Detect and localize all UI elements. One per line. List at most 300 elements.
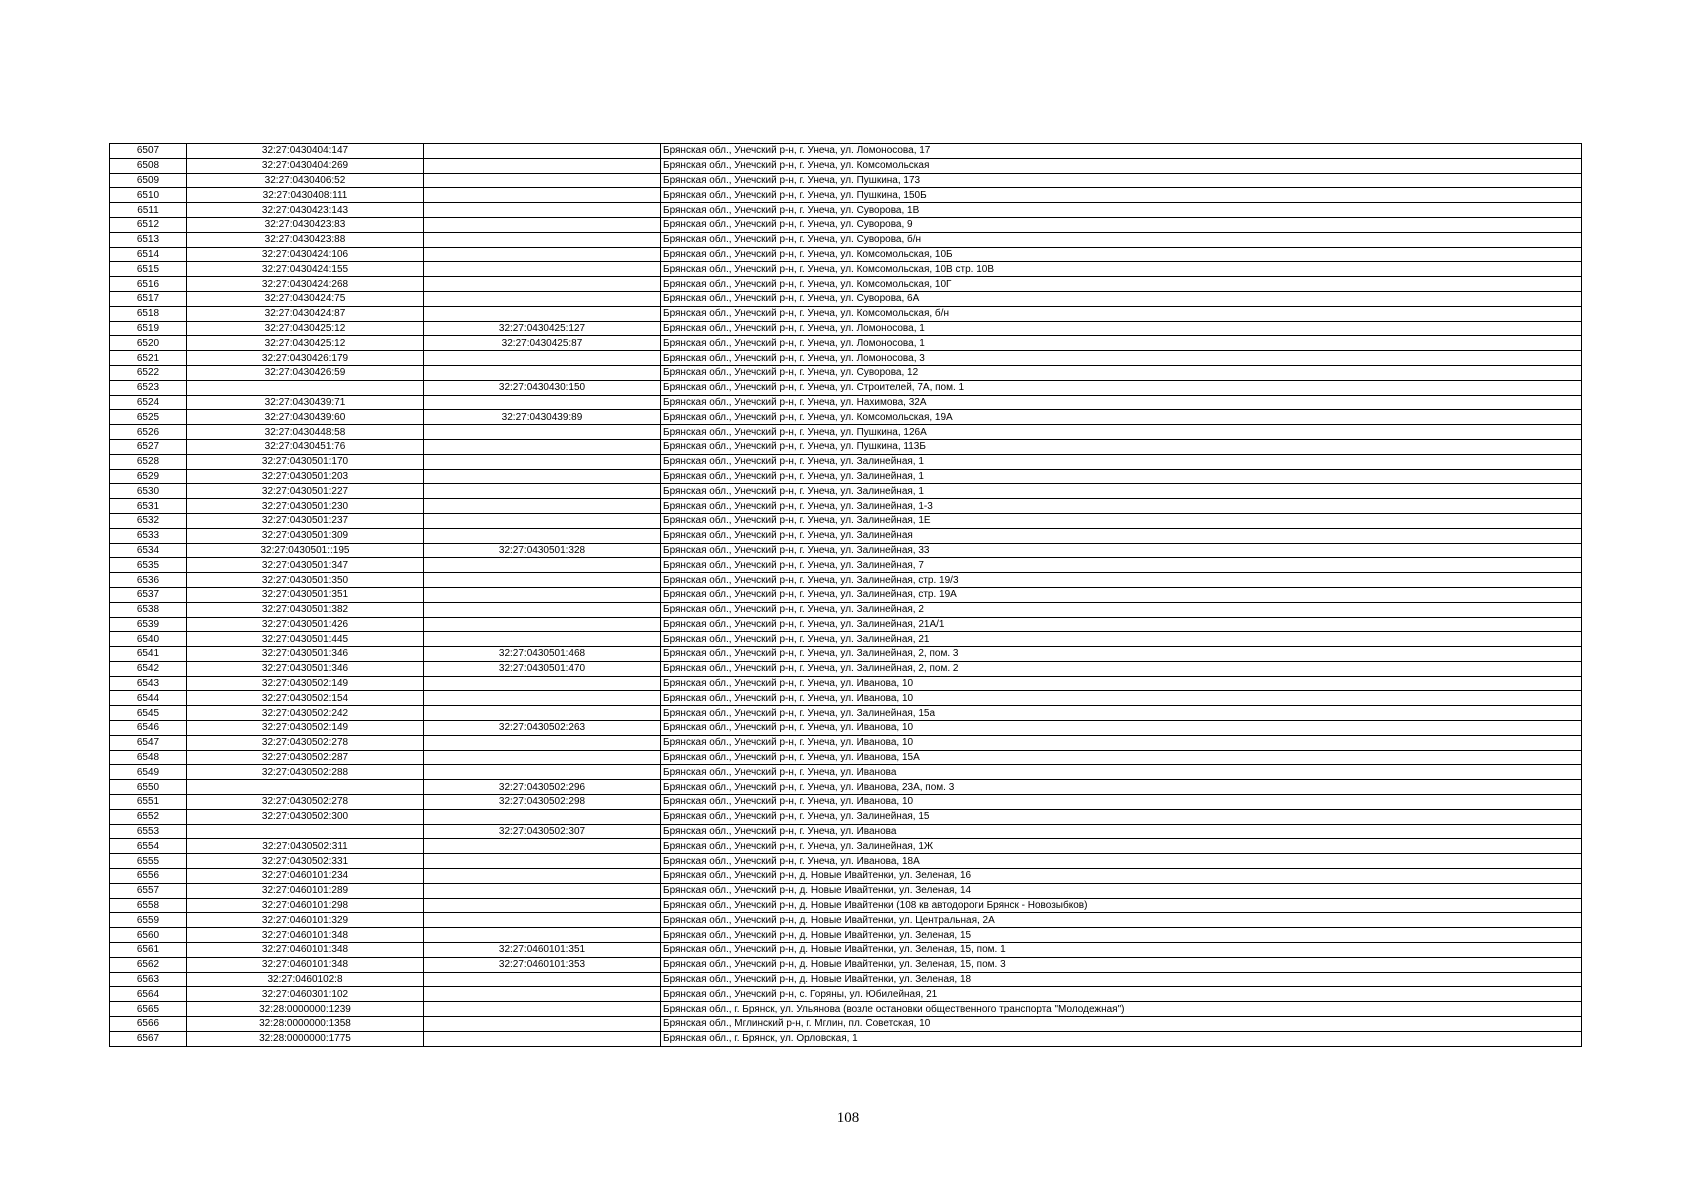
cadastral-number-cell: 32:27:0430502:311	[187, 839, 424, 854]
table-row	[110, 617, 1582, 632]
table-row	[110, 1017, 1582, 1032]
table-row	[110, 395, 1582, 410]
related-cadastral-number-cell	[424, 513, 661, 528]
cadastral-number-cell: 32:27:0460301:102	[187, 987, 424, 1002]
address-cell: Брянская обл., Унечский р-н, г. Унеча, ул. Иванова, 10	[661, 721, 1582, 736]
record-number-cell: 6525	[110, 410, 187, 425]
address-cell: Брянская обл., Унечский р-н, г. Унеча, ул. Пушкина, 113Б	[661, 439, 1582, 454]
record-number-cell: 6508	[110, 158, 187, 173]
address-cell: Брянская обл., Унечский р-н, г. Унеча, ул. Иванова	[661, 765, 1582, 780]
cadastral-number-cell: 32:27:0430425:12	[187, 321, 424, 336]
record-number-cell: 6542	[110, 661, 187, 676]
record-number-cell: 6512	[110, 217, 187, 232]
address-cell: Брянская обл., Унечский р-н, д. Новые Ивайтенки, ул. Зеленая, 18	[661, 972, 1582, 987]
related-cadastral-number-cell: 32:27:0430439:89	[424, 410, 661, 425]
address-cell: Брянская обл., Унечский р-н, д. Новые Ивайтенки, ул. Зеленая, 14	[661, 883, 1582, 898]
related-cadastral-number-cell	[424, 809, 661, 824]
cadastral-number-cell: 32:27:0430501::195	[187, 543, 424, 558]
related-cadastral-number-cell	[424, 1017, 661, 1032]
address-cell: Брянская обл., Унечский р-н, г. Унеча, ул. Строителей, 7А, пом. 1	[661, 380, 1582, 395]
cadastral-number-cell: 32:27:0430423:83	[187, 217, 424, 232]
address-cell: Брянская обл., Унечский р-н, г. Унеча, ул. Залинейная, 2, пом. 3	[661, 647, 1582, 662]
record-number-cell: 6557	[110, 883, 187, 898]
address-cell: Брянская обл., Унечский р-н, г. Унеча, ул. Залинейная, 1	[661, 484, 1582, 499]
record-number-cell: 6558	[110, 898, 187, 913]
related-cadastral-number-cell	[424, 395, 661, 410]
table-row	[110, 573, 1582, 588]
related-cadastral-number-cell	[424, 972, 661, 987]
cadastral-number-cell: 32:27:0430502:242	[187, 706, 424, 721]
record-number-cell: 6549	[110, 765, 187, 780]
record-number-cell: 6543	[110, 676, 187, 691]
table-row	[110, 913, 1582, 928]
cadastral-number-cell	[187, 824, 424, 839]
record-number-cell: 6530	[110, 484, 187, 499]
record-number-cell: 6507	[110, 144, 187, 159]
record-number-cell: 6528	[110, 454, 187, 469]
related-cadastral-number-cell	[424, 602, 661, 617]
record-number-cell: 6523	[110, 380, 187, 395]
address-cell: Брянская обл., Унечский р-н, г. Унеча, ул. Иванова, 23А, пом. 3	[661, 780, 1582, 795]
table-row	[110, 883, 1582, 898]
related-cadastral-number-cell	[424, 247, 661, 262]
table-row	[110, 336, 1582, 351]
table-row	[110, 203, 1582, 218]
record-number-cell: 6550	[110, 780, 187, 795]
address-cell: Брянская обл., Унечский р-н, г. Унеча, ул. Пушкина, 126А	[661, 425, 1582, 440]
table-row	[110, 587, 1582, 602]
related-cadastral-number-cell	[424, 365, 661, 380]
table-row	[110, 262, 1582, 277]
address-cell: Брянская обл., Унечский р-н, г. Унеча, ул. Суворова, 9	[661, 217, 1582, 232]
record-number-cell: 6555	[110, 854, 187, 869]
cadastral-number-cell: 32:27:0430502:154	[187, 691, 424, 706]
related-cadastral-number-cell: 32:27:0430502:307	[424, 824, 661, 839]
record-number-cell: 6509	[110, 173, 187, 188]
cadastral-number-cell: 32:27:0430439:60	[187, 410, 424, 425]
address-cell: Брянская обл., Унечский р-н, г. Унеча, ул. Залинейная, 15а	[661, 706, 1582, 721]
cadastral-number-cell: 32:27:0430408:111	[187, 188, 424, 203]
cadastral-number-cell: 32:27:0430426:179	[187, 351, 424, 366]
address-cell: Брянская обл., Унечский р-н, г. Унеча, ул. Залинейная, 1-3	[661, 499, 1582, 514]
related-cadastral-number-cell	[424, 351, 661, 366]
cadastral-number-cell: 32:27:0430424:155	[187, 262, 424, 277]
table-row	[110, 232, 1582, 247]
cadastral-number-cell	[187, 780, 424, 795]
record-number-cell: 6540	[110, 632, 187, 647]
record-number-cell: 6564	[110, 987, 187, 1002]
cadastral-number-cell: 32:27:0430501:170	[187, 454, 424, 469]
cadastral-number-cell: 32:27:0430404:147	[187, 144, 424, 159]
cadastral-number-cell: 32:27:0430501:351	[187, 587, 424, 602]
cadastral-number-cell: 32:27:0430501:445	[187, 632, 424, 647]
cadastral-number-cell: 32:27:0430501:237	[187, 513, 424, 528]
related-cadastral-number-cell	[424, 898, 661, 913]
address-cell: Брянская обл., Унечский р-н, г. Унеча, ул. Залинейная, 1Ж	[661, 839, 1582, 854]
related-cadastral-number-cell	[424, 1002, 661, 1017]
cadastral-number-cell: 32:27:0430423:88	[187, 232, 424, 247]
related-cadastral-number-cell: 32:27:0430502:263	[424, 721, 661, 736]
cadastral-number-cell: 32:27:0430502:149	[187, 676, 424, 691]
table-row	[110, 647, 1582, 662]
related-cadastral-number-cell: 32:27:0430501:468	[424, 647, 661, 662]
address-cell: Брянская обл., Унечский р-н, д. Новые Ивайтенки, ул. Зеленая, 15, пом. 1	[661, 943, 1582, 958]
table-row	[110, 928, 1582, 943]
related-cadastral-number-cell: 32:27:0430501:328	[424, 543, 661, 558]
address-cell: Брянская обл., Унечский р-н, г. Унеча, ул. Залинейная, 1	[661, 454, 1582, 469]
table-row	[110, 306, 1582, 321]
table-row	[110, 558, 1582, 573]
cadastral-number-cell: 32:27:0430501:203	[187, 469, 424, 484]
related-cadastral-number-cell	[424, 291, 661, 306]
address-cell: Брянская обл., Унечский р-н, г. Унеча, ул. Комсомольская, 10В стр. 10В	[661, 262, 1582, 277]
cadastral-number-cell: 32:27:0430501:426	[187, 617, 424, 632]
address-cell: Брянская обл., Унечский р-н, г. Унеча, ул. Залинейная, 21	[661, 632, 1582, 647]
related-cadastral-number-cell	[424, 484, 661, 499]
address-cell: Брянская обл., Унечский р-н, г. Унеча, ул. Залинейная, 1Е	[661, 513, 1582, 528]
related-cadastral-number-cell	[424, 469, 661, 484]
table-row	[110, 765, 1582, 780]
related-cadastral-number-cell	[424, 839, 661, 854]
table-row	[110, 144, 1582, 159]
table-row	[110, 173, 1582, 188]
table-row	[110, 795, 1582, 810]
registry-table	[109, 143, 1582, 1047]
cadastral-number-cell: 32:27:0430501:227	[187, 484, 424, 499]
cadastral-number-cell: 32:27:0430501:350	[187, 573, 424, 588]
address-cell: Брянская обл., Унечский р-н, д. Новые Ивайтенки, ул. Зеленая, 15, пом. 3	[661, 957, 1582, 972]
record-number-cell: 6561	[110, 943, 187, 958]
address-cell: Брянская обл., Унечский р-н, г. Унеча, ул. Комсомольская, б/н	[661, 306, 1582, 321]
page-number: 108	[836, 1110, 860, 1126]
related-cadastral-number-cell	[424, 987, 661, 1002]
record-number-cell: 6510	[110, 188, 187, 203]
record-number-cell: 6513	[110, 232, 187, 247]
record-number-cell: 6556	[110, 869, 187, 884]
address-cell: Брянская обл., Унечский р-н, г. Унеча, ул. Ломоносова, 17	[661, 144, 1582, 159]
record-number-cell: 6562	[110, 957, 187, 972]
cadastral-number-cell: 32:27:0430426:59	[187, 365, 424, 380]
address-cell: Брянская обл., Унечский р-н, г. Унеча, ул. Залинейная, стр. 19/3	[661, 573, 1582, 588]
address-cell: Брянская обл., Унечский р-н, г. Унеча, ул. Пушкина, 150Б	[661, 188, 1582, 203]
address-cell: Брянская обл., Унечский р-н, г. Унеча, ул. Ломоносова, 3	[661, 351, 1582, 366]
table-row	[110, 454, 1582, 469]
record-number-cell: 6536	[110, 573, 187, 588]
cadastral-number-cell: 32:27:0430501:347	[187, 558, 424, 573]
table-row	[110, 158, 1582, 173]
record-number-cell: 6544	[110, 691, 187, 706]
record-number-cell: 6522	[110, 365, 187, 380]
table-row	[110, 351, 1582, 366]
record-number-cell: 6515	[110, 262, 187, 277]
address-cell: Брянская обл., Унечский р-н, г. Унеча, ул. Залинейная, 33	[661, 543, 1582, 558]
related-cadastral-number-cell	[424, 928, 661, 943]
related-cadastral-number-cell: 32:27:0430502:296	[424, 780, 661, 795]
address-cell: Брянская обл., Унечский р-н, с. Горяны, ул. Юбилейная, 21	[661, 987, 1582, 1002]
address-cell: Брянская обл., Унечский р-н, г. Унеча, ул. Нахимова, 32А	[661, 395, 1582, 410]
table-row	[110, 809, 1582, 824]
related-cadastral-number-cell	[424, 425, 661, 440]
record-number-cell: 6511	[110, 203, 187, 218]
related-cadastral-number-cell	[424, 306, 661, 321]
address-cell: Брянская обл., Унечский р-н, г. Унеча, ул. Суворова, б/н	[661, 232, 1582, 247]
address-cell: Брянская обл., Унечский р-н, г. Унеча, ул. Залинейная, 2	[661, 602, 1582, 617]
table-row	[110, 972, 1582, 987]
table-row	[110, 484, 1582, 499]
cadastral-number-cell: 32:27:0460101:348	[187, 928, 424, 943]
related-cadastral-number-cell	[424, 173, 661, 188]
address-cell: Брянская обл., Унечский р-н, г. Унеча, ул. Иванова	[661, 824, 1582, 839]
related-cadastral-number-cell	[424, 573, 661, 588]
cadastral-number-cell: 32:27:0430501:230	[187, 499, 424, 514]
table-row	[110, 528, 1582, 543]
related-cadastral-number-cell: 32:27:0460101:351	[424, 943, 661, 958]
related-cadastral-number-cell	[424, 676, 661, 691]
related-cadastral-number-cell	[424, 1031, 661, 1046]
address-cell: Брянская обл., Унечский р-н, г. Унеча, ул. Залинейная, стр. 19А	[661, 587, 1582, 602]
record-number-cell: 6565	[110, 1002, 187, 1017]
related-cadastral-number-cell	[424, 232, 661, 247]
table-row	[110, 780, 1582, 795]
cadastral-number-cell: 32:27:0460101:234	[187, 869, 424, 884]
cadastral-number-cell: 32:27:0430502:287	[187, 750, 424, 765]
address-cell: Брянская обл., г. Брянск, ул. Ульянова (возле остановки общественного транспорта "Молодежная")	[661, 1002, 1582, 1017]
registry-table-body	[110, 144, 1582, 1047]
related-cadastral-number-cell	[424, 558, 661, 573]
record-number-cell: 6559	[110, 913, 187, 928]
cadastral-number-cell: 32:28:0000000:1775	[187, 1031, 424, 1046]
related-cadastral-number-cell	[424, 869, 661, 884]
address-cell: Брянская обл., Унечский р-н, г. Унеча, ул. Залинейная	[661, 528, 1582, 543]
cadastral-number-cell: 32:27:0460101:348	[187, 943, 424, 958]
record-number-cell: 6534	[110, 543, 187, 558]
cadastral-number-cell: 32:27:0430501:346	[187, 661, 424, 676]
table-row	[110, 439, 1582, 454]
record-number-cell: 6526	[110, 425, 187, 440]
address-cell: Брянская обл., Унечский р-н, г. Унеча, ул. Иванова, 10	[661, 735, 1582, 750]
cadastral-number-cell: 32:27:0430424:106	[187, 247, 424, 262]
related-cadastral-number-cell	[424, 499, 661, 514]
table-row	[110, 217, 1582, 232]
related-cadastral-number-cell	[424, 750, 661, 765]
related-cadastral-number-cell	[424, 439, 661, 454]
table-row	[110, 735, 1582, 750]
cadastral-number-cell: 32:27:0430501:382	[187, 602, 424, 617]
address-cell: Брянская обл., Унечский р-н, г. Унеча, ул. Суворова, 12	[661, 365, 1582, 380]
address-cell: Брянская обл., Унечский р-н, д. Новые Ивайтенки, ул. Зеленая, 15	[661, 928, 1582, 943]
address-cell: Брянская обл., Унечский р-н, г. Унеча, ул. Комсомольская, 10Г	[661, 277, 1582, 292]
related-cadastral-number-cell	[424, 158, 661, 173]
record-number-cell: 6518	[110, 306, 187, 321]
record-number-cell: 6532	[110, 513, 187, 528]
table-row	[110, 706, 1582, 721]
address-cell: Брянская обл., Унечский р-н, г. Унеча, ул. Пушкина, 173	[661, 173, 1582, 188]
table-row	[110, 824, 1582, 839]
table-row	[110, 854, 1582, 869]
record-number-cell: 6517	[110, 291, 187, 306]
table-row	[110, 602, 1582, 617]
table-row	[110, 365, 1582, 380]
cadastral-number-cell: 32:27:0430439:71	[187, 395, 424, 410]
address-cell: Брянская обл., Унечский р-н, г. Унеча, ул. Суворова, 1В	[661, 203, 1582, 218]
table-row	[110, 410, 1582, 425]
address-cell: Брянская обл., Унечский р-н, д. Новые Ивайтенки, ул. Зеленая, 16	[661, 869, 1582, 884]
table-row	[110, 277, 1582, 292]
related-cadastral-number-cell: 32:27:0430502:298	[424, 795, 661, 810]
record-number-cell: 6516	[110, 277, 187, 292]
record-number-cell: 6552	[110, 809, 187, 824]
related-cadastral-number-cell: 32:27:0430501:470	[424, 661, 661, 676]
record-number-cell: 6537	[110, 587, 187, 602]
address-cell: Брянская обл., Унечский р-н, г. Унеча, ул. Ломоносова, 1	[661, 321, 1582, 336]
record-number-cell: 6531	[110, 499, 187, 514]
record-number-cell: 6566	[110, 1017, 187, 1032]
related-cadastral-number-cell	[424, 765, 661, 780]
address-cell: Брянская обл., г. Брянск, ул. Орловская, 1	[661, 1031, 1582, 1046]
table-row	[110, 943, 1582, 958]
record-number-cell: 6519	[110, 321, 187, 336]
table-row	[110, 750, 1582, 765]
cadastral-number-cell: 32:27:0460101:298	[187, 898, 424, 913]
related-cadastral-number-cell: 32:27:0430430:150	[424, 380, 661, 395]
cadastral-number-cell: 32:27:0430502:300	[187, 809, 424, 824]
record-number-cell: 6547	[110, 735, 187, 750]
table-row	[110, 188, 1582, 203]
related-cadastral-number-cell	[424, 144, 661, 159]
address-cell: Брянская обл., Унечский р-н, г. Унеча, ул. Иванова, 10	[661, 795, 1582, 810]
related-cadastral-number-cell: 32:27:0430425:127	[424, 321, 661, 336]
related-cadastral-number-cell	[424, 587, 661, 602]
cadastral-number-cell: 32:27:0460101:348	[187, 957, 424, 972]
table-row	[110, 291, 1582, 306]
record-number-cell: 6551	[110, 795, 187, 810]
cadastral-number-cell: 32:27:0430425:12	[187, 336, 424, 351]
related-cadastral-number-cell	[424, 454, 661, 469]
record-number-cell: 6539	[110, 617, 187, 632]
cadastral-number-cell	[187, 380, 424, 395]
cadastral-number-cell: 32:27:0430424:87	[187, 306, 424, 321]
cadastral-number-cell: 32:27:0430501:346	[187, 647, 424, 662]
cadastral-number-cell: 32:27:0460101:289	[187, 883, 424, 898]
table-row	[110, 543, 1582, 558]
related-cadastral-number-cell	[424, 706, 661, 721]
address-cell: Брянская обл., Унечский р-н, г. Унеча, ул. Залинейная, 1	[661, 469, 1582, 484]
cadastral-number-cell: 32:27:0460101:329	[187, 913, 424, 928]
cadastral-number-cell: 32:27:0430502:288	[187, 765, 424, 780]
cadastral-number-cell: 32:27:0430404:269	[187, 158, 424, 173]
table-row	[110, 499, 1582, 514]
related-cadastral-number-cell	[424, 617, 661, 632]
address-cell: Брянская обл., Унечский р-н, г. Унеча, ул. Комсомольская, 19А	[661, 410, 1582, 425]
address-cell: Брянская обл., Унечский р-н, г. Унеча, ул. Комсомольская	[661, 158, 1582, 173]
table-row	[110, 721, 1582, 736]
related-cadastral-number-cell	[424, 691, 661, 706]
cadastral-number-cell: 32:27:0430502:331	[187, 854, 424, 869]
table-row	[110, 661, 1582, 676]
address-cell: Брянская обл., Унечский р-н, г. Унеча, ул. Залинейная, 7	[661, 558, 1582, 573]
cadastral-number-cell: 32:27:0430423:143	[187, 203, 424, 218]
table-row	[110, 691, 1582, 706]
related-cadastral-number-cell	[424, 632, 661, 647]
address-cell: Брянская обл., Унечский р-н, г. Унеча, ул. Суворова, 6А	[661, 291, 1582, 306]
record-number-cell: 6520	[110, 336, 187, 351]
address-cell: Брянская обл., Унечский р-н, д. Новые Ивайтенки (108 кв автодороги Брянск - Новозыбков)	[661, 898, 1582, 913]
address-cell: Брянская обл., Унечский р-н, г. Унеча, ул. Иванова, 15А	[661, 750, 1582, 765]
cadastral-number-cell: 32:27:0430448:58	[187, 425, 424, 440]
record-number-cell: 6538	[110, 602, 187, 617]
related-cadastral-number-cell	[424, 735, 661, 750]
record-number-cell: 6545	[110, 706, 187, 721]
cadastral-number-cell: 32:28:0000000:1358	[187, 1017, 424, 1032]
address-cell: Брянская обл., Унечский р-н, г. Унеча, ул. Ломоносова, 1	[661, 336, 1582, 351]
cadastral-number-cell: 32:28:0000000:1239	[187, 1002, 424, 1017]
address-cell: Брянская обл., Унечский р-н, г. Унеча, ул. Иванова, 10	[661, 676, 1582, 691]
address-cell: Брянская обл., Унечский р-н, г. Унеча, ул. Иванова, 10	[661, 691, 1582, 706]
table-row	[110, 987, 1582, 1002]
cadastral-number-cell: 32:27:0460102:8	[187, 972, 424, 987]
record-number-cell: 6554	[110, 839, 187, 854]
record-number-cell: 6567	[110, 1031, 187, 1046]
table-row	[110, 380, 1582, 395]
address-cell: Брянская обл., Унечский р-н, г. Унеча, ул. Залинейная, 15	[661, 809, 1582, 824]
record-number-cell: 6529	[110, 469, 187, 484]
cadastral-number-cell: 32:27:0430406:52	[187, 173, 424, 188]
record-number-cell: 6521	[110, 351, 187, 366]
address-cell: Брянская обл., Унечский р-н, г. Унеча, ул. Иванова, 18А	[661, 854, 1582, 869]
cadastral-number-cell: 32:27:0430424:75	[187, 291, 424, 306]
record-number-cell: 6524	[110, 395, 187, 410]
related-cadastral-number-cell	[424, 528, 661, 543]
related-cadastral-number-cell	[424, 277, 661, 292]
related-cadastral-number-cell	[424, 913, 661, 928]
record-number-cell: 6535	[110, 558, 187, 573]
cadastral-number-cell: 32:27:0430424:268	[187, 277, 424, 292]
table-row	[110, 898, 1582, 913]
address-cell: Брянская обл., Унечский р-н, г. Унеча, ул. Залинейная, 2, пом. 2	[661, 661, 1582, 676]
cadastral-number-cell: 32:27:0430502:278	[187, 735, 424, 750]
address-cell: Брянская обл., Унечский р-н, г. Унеча, ул. Залинейная, 21А/1	[661, 617, 1582, 632]
table-row	[110, 1031, 1582, 1046]
related-cadastral-number-cell: 32:27:0430425:87	[424, 336, 661, 351]
record-number-cell: 6514	[110, 247, 187, 262]
record-number-cell: 6546	[110, 721, 187, 736]
related-cadastral-number-cell	[424, 217, 661, 232]
record-number-cell: 6563	[110, 972, 187, 987]
table-row	[110, 247, 1582, 262]
related-cadastral-number-cell	[424, 188, 661, 203]
table-row	[110, 425, 1582, 440]
table-row	[110, 632, 1582, 647]
record-number-cell: 6541	[110, 647, 187, 662]
related-cadastral-number-cell	[424, 854, 661, 869]
table-row	[110, 1002, 1582, 1017]
table-row	[110, 469, 1582, 484]
cadastral-number-cell: 32:27:0430501:309	[187, 528, 424, 543]
address-cell: Брянская обл., Мглинский р-н, г. Мглин, пл. Советская, 10	[661, 1017, 1582, 1032]
record-number-cell: 6533	[110, 528, 187, 543]
address-cell: Брянская обл., Унечский р-н, г. Унеча, ул. Комсомольская, 10Б	[661, 247, 1582, 262]
table-row	[110, 513, 1582, 528]
address-cell: Брянская обл., Унечский р-н, д. Новые Ивайтенки, ул. Центральная, 2А	[661, 913, 1582, 928]
table-row	[110, 321, 1582, 336]
cadastral-number-cell: 32:27:0430502:149	[187, 721, 424, 736]
record-number-cell: 6527	[110, 439, 187, 454]
related-cadastral-number-cell	[424, 203, 661, 218]
table-row	[110, 839, 1582, 854]
table-row	[110, 869, 1582, 884]
table-row	[110, 676, 1582, 691]
related-cadastral-number-cell: 32:27:0460101:353	[424, 957, 661, 972]
